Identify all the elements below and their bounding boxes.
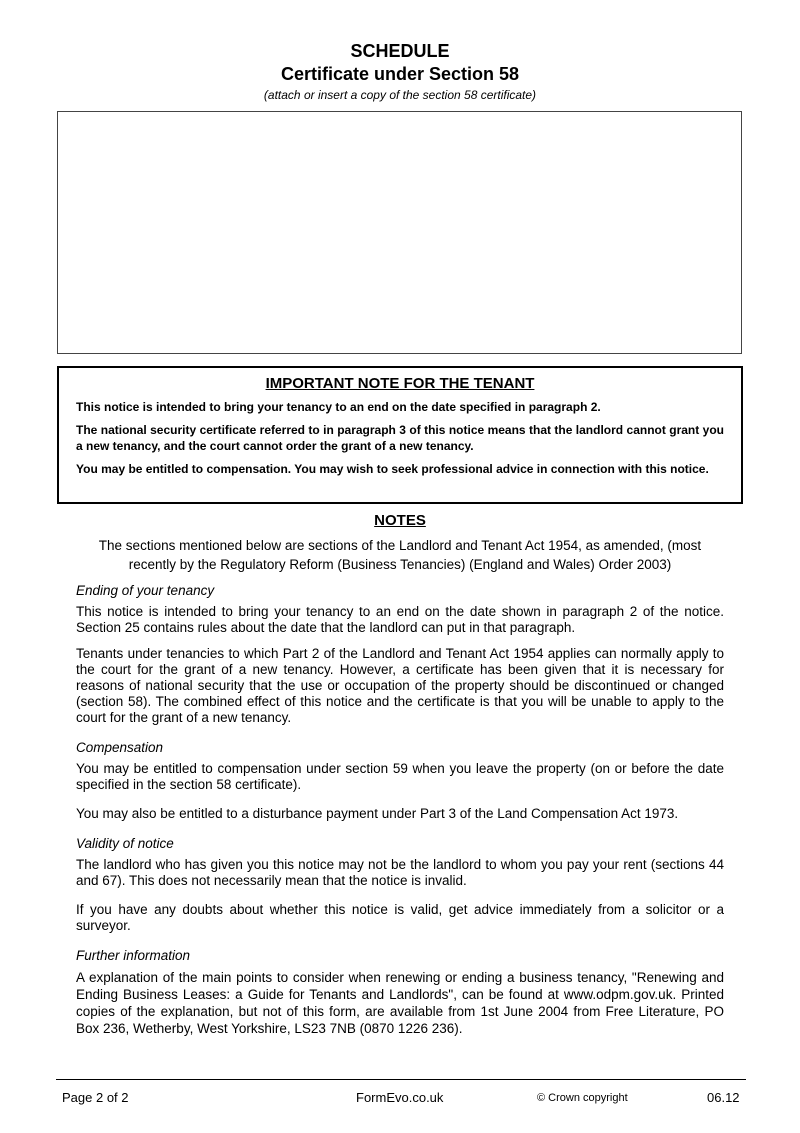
important-note-box (57, 366, 743, 504)
certificate-attachment-box (57, 111, 742, 354)
notes-section (76, 536, 724, 1047)
footer-divider (56, 1079, 746, 1080)
notes-heading-ending: Ending of your tenancy (76, 583, 215, 598)
form-version: 06.12 (707, 1090, 740, 1105)
schedule-title: SCHEDULE (350, 41, 450, 61)
notes-intro: The sections mentioned below are sections of the Landlord and Tenant Act 1954, as amended, (most recently by the Regulatory Reform (Business Tenancies) (England and Wales) Order 2003) (98, 538, 702, 572)
important-note-title: IMPORTANT NOTE FOR THE TENANT (265, 375, 535, 392)
certificate-title: Certificate under Section 58 (280, 64, 520, 84)
notes-paragraph: You may also be entitled to a disturbance payment under Part 3 of the Land Compensation Act 1973. (76, 806, 679, 821)
notes-paragraph: You may be entitled to compensation under section 59 when you leave the property (on or before the date specified in the section 58 certificate). (76, 761, 724, 792)
important-note-paragraph: You may be entitled to compensation. You may wish to seek professional advice in connection with this notice. (76, 462, 709, 476)
notes-paragraph: A explanation of the main points to consider when renewing or ending a business tenancy, "Renewing and Ending Business Leases: a Guide for Tenants and Landlords", can be found at www.odpm.gov.uk. Printed copies of the explanation, but not of this form, are available from 1st June 2004 from Free Literature, PO Box 236, Wetherby, West Yorkshire, LS23 7NB (0870 1226 236). (76, 970, 724, 1036)
notes-paragraph: The landlord who has given you this notice may not be the landlord to whom you pay your rent (sections 44 and 67). This does not necessarily mean that the notice is invalid. (76, 857, 724, 888)
site-name: FormEvo.co.uk (356, 1090, 444, 1105)
copyright-notice: © Crown copyright (537, 1092, 628, 1104)
notes-heading-further-information: Further information (76, 948, 191, 963)
attach-instruction: (attach or insert a copy of the section 58 certificate) (263, 88, 537, 102)
page-number: Page 2 of 2 (62, 1090, 129, 1105)
important-note-paragraph: The national security certificate referred to in paragraph 3 of this notice means that the landlord cannot grant you a new tenancy, and the court cannot order the grant of a new tenancy. (76, 423, 724, 453)
notes-heading-compensation: Compensation (76, 740, 164, 755)
notes-title: NOTES (374, 512, 426, 529)
notes-heading-validity: Validity of notice (76, 836, 174, 851)
notes-paragraph: This notice is intended to bring your tenancy to an end on the date shown in paragraph 2 of the notice. Section 25 contains rules about the date that the landlord can put in that paragraph. (76, 604, 724, 635)
notes-paragraph: Tenants under tenancies to which Part 2 of the Landlord and Tenant Act 1954 applies can normally apply to the court for the grant of a new tenancy. However, a certificate has been given that it is necessary for reasons of national security that the use or occupation of the property should be discontinued or changed (section 58). The combined effect of this notice and the certificate is that you will be unable to apply to the court for the grant of a new tenancy. (76, 646, 724, 725)
notes-paragraph: If you have any doubts about whether this notice is valid, get advice immediately from a solicitor or a surveyor. (76, 902, 724, 933)
important-note-paragraph: This notice is intended to bring your tenancy to an end on the date specified in paragraph 2. (76, 400, 601, 414)
